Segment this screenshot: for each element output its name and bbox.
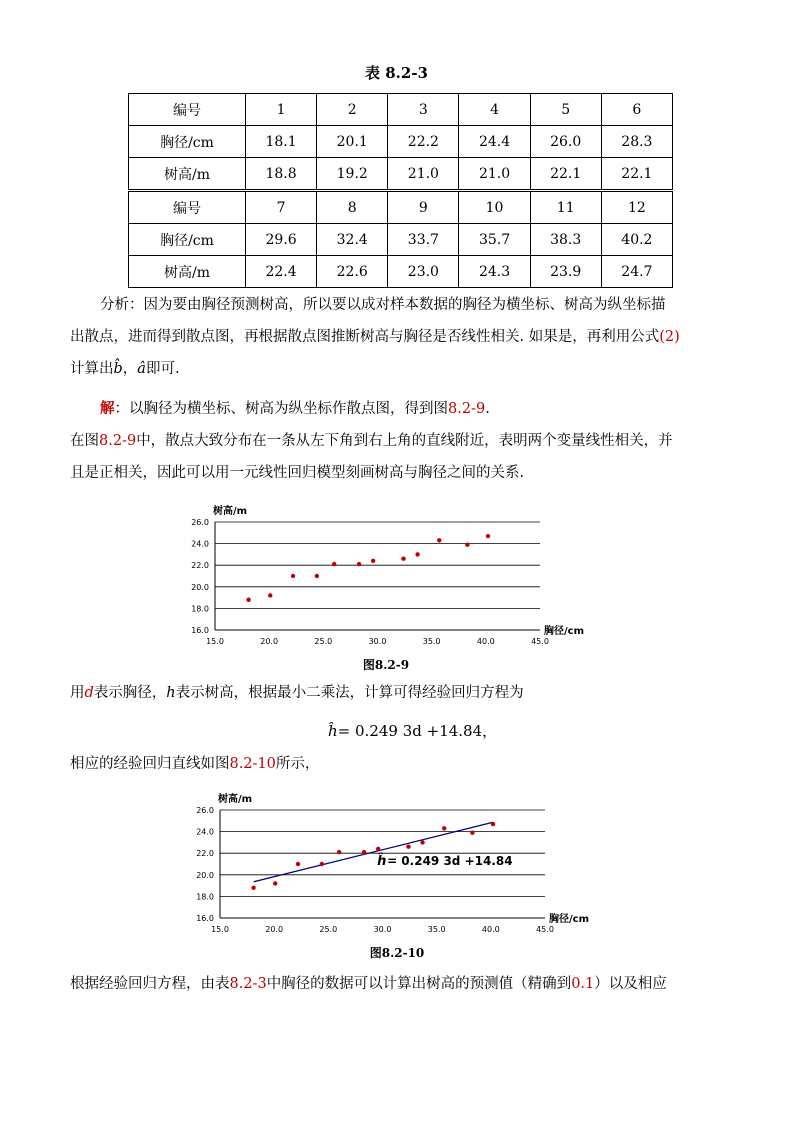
x-tick-label: 35.0: [422, 637, 441, 646]
table-cell: 6: [601, 94, 672, 126]
data-point: [246, 598, 250, 602]
table-row: [129, 191, 673, 224]
solution-text: 中，散点大致分布在一条从左下角到右上角的直线附近，表明两个变量线性相关，并: [136, 433, 673, 449]
solution-text: ：以胸径为横坐标、树高为纵坐标作散点图，得到图: [114, 401, 448, 417]
data-point: [332, 562, 336, 566]
table-cell: 2: [317, 94, 388, 126]
y-axis-label: 树高/m: [213, 506, 248, 517]
row-label-diameter: 胸径/cm: [129, 224, 246, 256]
table-cell: 22.1: [601, 158, 672, 191]
conclusion-text: ）以及相应: [594, 976, 667, 992]
regression-equation: [328, 720, 497, 741]
table-cell: 12: [601, 191, 672, 224]
x-tick-label: 20.0: [265, 925, 284, 934]
data-point: [415, 552, 419, 556]
solution-paragraph: [70, 393, 735, 489]
table-cell: 22.2: [388, 126, 459, 158]
y-tick-label: 22.0: [196, 849, 214, 859]
y-tick-label: 18.0: [191, 604, 209, 614]
table-cell: 35.7: [459, 224, 530, 256]
method-text: 表示胸径，: [93, 685, 167, 701]
precision-value: 0.1: [571, 976, 595, 992]
x-tick-label: 45.0: [536, 925, 554, 934]
table-cell: 38.3: [530, 224, 601, 256]
analysis-line: [70, 321, 735, 353]
solution-line: 且是正相关，因此可以用一元线性回归模型刻画树高与胸径之间的关系.: [70, 465, 525, 481]
x-tick-label: 45.0: [531, 637, 549, 646]
table-cell: 4: [459, 94, 530, 126]
table-cell: 18.1: [246, 126, 317, 158]
solution-line: [70, 425, 735, 457]
table-cell: 24.7: [601, 256, 672, 288]
table-row: [129, 94, 673, 126]
data-point: [437, 538, 441, 542]
x-tick-label: 30.0: [368, 637, 387, 646]
table-cell: 22.6: [317, 256, 388, 288]
x-tick-label: 15.0: [211, 925, 229, 934]
table-cell: 23.0: [388, 256, 459, 288]
x-tick-label: 30.0: [373, 925, 392, 934]
a-hat-symbol: â: [137, 361, 146, 377]
data-point: [371, 559, 375, 563]
x-tick-label: 20.0: [260, 637, 279, 646]
y-tick-label: 26.0: [196, 806, 214, 815]
data-point: [315, 574, 319, 578]
data-point: [401, 557, 405, 561]
row-label-height: 树高/m: [129, 256, 246, 288]
y-tick-label: 16.0: [191, 626, 209, 635]
solution-text: .: [485, 401, 490, 417]
figure-intro-text: 相应的经验回归直线如图: [70, 756, 230, 772]
data-point: [296, 862, 300, 866]
x-tick-label: 35.0: [427, 925, 446, 934]
equation-annotation: ĥ: [377, 854, 387, 870]
solution-text: 在图: [70, 433, 99, 449]
method-text: 用: [70, 685, 85, 701]
variable-h: h: [166, 685, 176, 701]
y-tick-label: 18.0: [196, 892, 214, 902]
y-tick-label: 20.0: [191, 582, 209, 592]
table-title: 表 8.2-3: [365, 64, 428, 82]
figure-intro-line: [70, 748, 735, 780]
table-cell: 8: [317, 191, 388, 224]
table-cell: 29.6: [246, 224, 317, 256]
y-tick-label: 24.0: [191, 539, 209, 549]
table-cell: 24.3: [459, 256, 530, 288]
conclusion-text: 中胸径的数据可以计算出树高的预测值（精确到: [266, 976, 572, 992]
figure-caption: 图8.2-9: [362, 658, 410, 672]
row-label-id: 编号: [129, 94, 246, 126]
conclusion-line: [70, 968, 735, 1000]
y-tick-label: 16.0: [196, 914, 214, 923]
analysis-paragraph: [70, 289, 735, 385]
table-cell: 33.7: [388, 224, 459, 256]
table-cell: 3: [388, 94, 459, 126]
x-tick-label: 40.0: [476, 637, 495, 646]
y-tick-label: 22.0: [191, 561, 209, 571]
analysis-text: 计算出: [70, 361, 114, 377]
data-point: [357, 562, 361, 566]
table-cell: 10: [459, 191, 530, 224]
figure-ref: 8.2-9: [99, 433, 137, 449]
data-point: [420, 840, 424, 844]
table-cell: 11: [530, 191, 601, 224]
x-tick-label: 40.0: [481, 925, 500, 934]
data-point: [251, 886, 255, 890]
table-cell: 24.4: [459, 126, 530, 158]
data-point: [491, 822, 495, 826]
figure-ref: 8.2-9: [448, 401, 486, 417]
x-tick-label: 25.0: [314, 637, 333, 646]
y-tick-label: 24.0: [196, 827, 214, 837]
h-hat-symbol: ĥ: [328, 722, 338, 740]
conclusion-text: 根据经验回归方程，由表: [70, 976, 230, 992]
data-point: [486, 534, 490, 538]
table-cell: 32.4: [317, 224, 388, 256]
data-point: [465, 542, 469, 546]
table-cell: 1: [246, 94, 317, 126]
table-row: [129, 256, 673, 288]
method-line: [70, 677, 735, 709]
table-cell: 18.8: [246, 158, 317, 191]
data-point: [273, 881, 277, 885]
scatter-chart-1: [170, 500, 610, 658]
table-cell: 22.4: [246, 256, 317, 288]
figure-intro-text: 所示，: [275, 756, 320, 772]
data-point: [320, 862, 324, 866]
solution-label: 解: [100, 400, 115, 417]
data-point: [406, 845, 410, 849]
table-cell: 26.0: [530, 126, 601, 158]
solution-line: [70, 393, 735, 425]
equation-text: = 0.249 3d +14.84，: [337, 722, 498, 740]
row-label-id: 编号: [129, 191, 246, 224]
table-cell: 5: [530, 94, 601, 126]
table-cell: 21.0: [388, 158, 459, 191]
table-cell: 28.3: [601, 126, 672, 158]
data-point: [376, 847, 380, 851]
table-cell: 20.1: [317, 126, 388, 158]
data-table: [128, 93, 673, 288]
data-point: [470, 830, 474, 834]
y-axis-label: 树高/m: [218, 794, 253, 805]
data-point: [442, 826, 446, 830]
table-cell: 7: [246, 191, 317, 224]
analysis-line: 分析：因为要由胸径预测树高，所以要以成对样本数据的胸径为横坐标、树高为纵坐标描: [100, 297, 666, 313]
figure-caption: 图8.2-10: [369, 946, 425, 960]
method-text: 表示树高，根据最小二乘法，计算可得经验回归方程为: [175, 685, 524, 701]
y-tick-label: 26.0: [191, 518, 209, 527]
b-hat-symbol: b̂: [113, 361, 123, 377]
x-tick-label: 15.0: [206, 637, 224, 646]
table-cell: 23.9: [530, 256, 601, 288]
x-axis-label: 胸径/cm: [544, 626, 584, 637]
row-label-height: 树高/m: [129, 158, 246, 191]
formula-ref: (2): [659, 329, 680, 345]
data-point: [337, 850, 341, 854]
x-tick-label: 25.0: [319, 925, 338, 934]
table-ref: 8.2-3: [229, 976, 267, 992]
table-row: [129, 158, 673, 191]
x-axis-label: 胸径/cm: [549, 914, 589, 925]
table-cell: 22.1: [530, 158, 601, 191]
table-row: [129, 224, 673, 256]
table-cell: 40.2: [601, 224, 672, 256]
equation-annotation-text: = 0.249 3d +14.84: [387, 854, 513, 869]
analysis-line: 计算出b̂，â即可.: [70, 361, 180, 377]
table-cell: 21.0: [459, 158, 530, 191]
data-point: [291, 574, 295, 578]
table-row: [129, 126, 673, 158]
y-tick-label: 20.0: [196, 870, 214, 880]
row-label-diameter: 胸径/cm: [129, 126, 246, 158]
analysis-text: 即可.: [145, 361, 180, 377]
table-cell: 19.2: [317, 158, 388, 191]
data-point: [362, 850, 366, 854]
variable-d: d: [84, 685, 94, 701]
analysis-text: 出散点，进而得到散点图，再根据散点图推断树高与胸径是否线性相关. 如果是，再利用公式: [70, 329, 660, 345]
data-point: [268, 593, 272, 597]
regression-chart-2: [175, 788, 615, 946]
table-cell: 9: [388, 191, 459, 224]
figure-ref: 8.2-10: [229, 756, 276, 772]
